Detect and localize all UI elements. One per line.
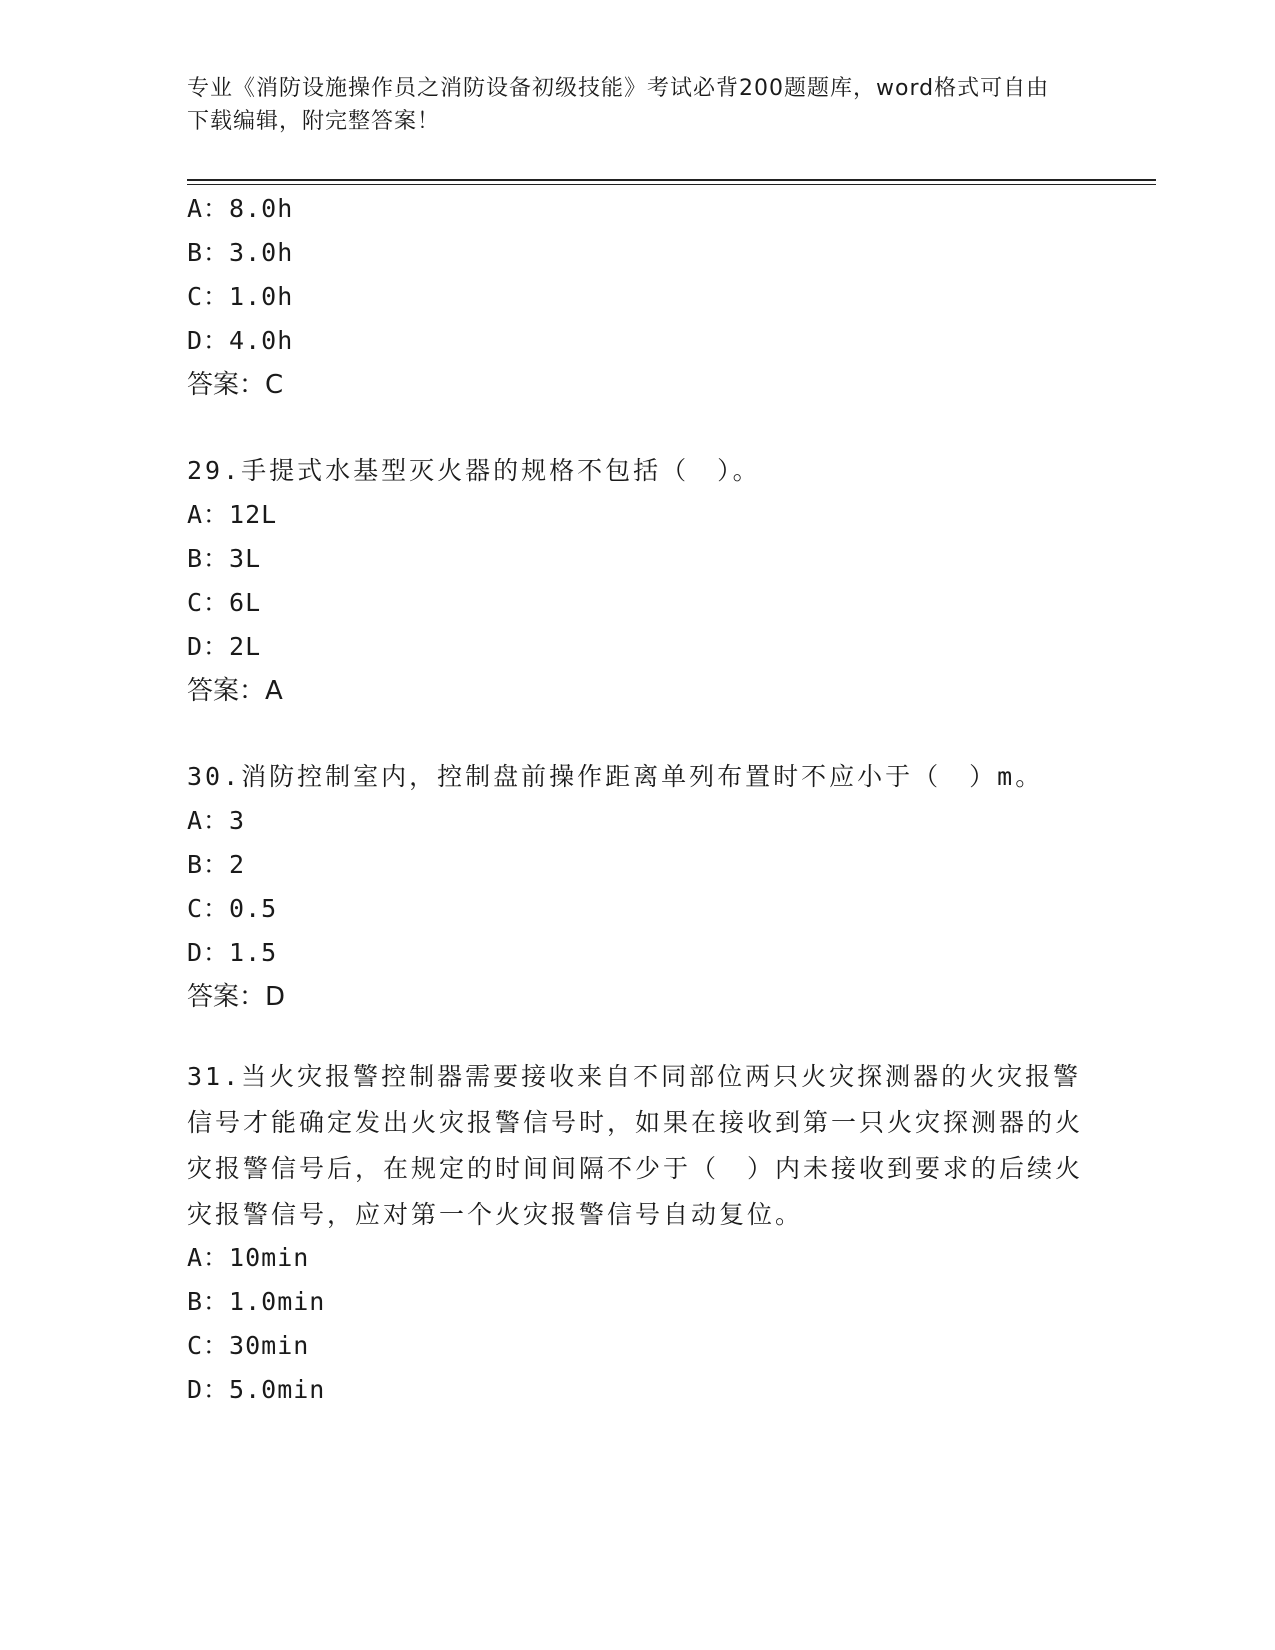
q30-option-c: C：0.5: [187, 894, 278, 923]
q29-option-a: A：12L: [187, 500, 278, 529]
q29-option-d: D：2L: [187, 632, 262, 661]
q28-option-b: B：3.0h: [187, 238, 294, 267]
q31-option-a: A：10min: [187, 1243, 310, 1272]
q29-answer: 答案：A: [187, 676, 283, 706]
q31-text: 31.当火灾报警控制器需要接收来自不同部位两只火灾探测器的火灾报警信号才能确定发出火灾报警信号时，如果在接收到第一只火灾探测器的火灾报警信号后，在规定的时间间隔不少于（ ）内未接收到要求的后续火灾报警信号，应对第一个火灾报警信号自动复位。: [187, 1062, 1084, 1229]
q30-option-b: B：2: [187, 850, 246, 879]
q29-option-c: C：6L: [187, 588, 262, 617]
q30-answer: 答案：D: [187, 982, 286, 1012]
q28-answer: 答案：C: [187, 370, 284, 400]
q31-option-d: D：5.0min: [187, 1375, 326, 1404]
q30-text: 30.消防控制室内，控制盘前操作距离单列布置时不应小于（ ）m。: [187, 762, 1044, 791]
q29-text: 29.手提式水基型灭火器的规格不包括（ ）。: [187, 456, 761, 485]
q31-option-b: B：1.0min: [187, 1287, 326, 1316]
q30-option-d: D：1.5: [187, 938, 278, 967]
q29-option-b: B：3L: [187, 544, 262, 573]
q30-option-a: A：3: [187, 806, 246, 835]
q28-option-c: C：1.0h: [187, 282, 294, 311]
q31-option-c: C：30min: [187, 1331, 310, 1360]
header-divider-thin: [187, 184, 1156, 185]
q28-option-d: D：4.0h: [187, 326, 294, 355]
header-divider: [187, 179, 1156, 181]
q28-option-a: A：8.0h: [187, 194, 294, 223]
document-header: 专业《消防设施操作员之消防设备初级技能》考试必背200题题库，word格式可自由下载编辑，附完整答案！: [187, 76, 1050, 134]
